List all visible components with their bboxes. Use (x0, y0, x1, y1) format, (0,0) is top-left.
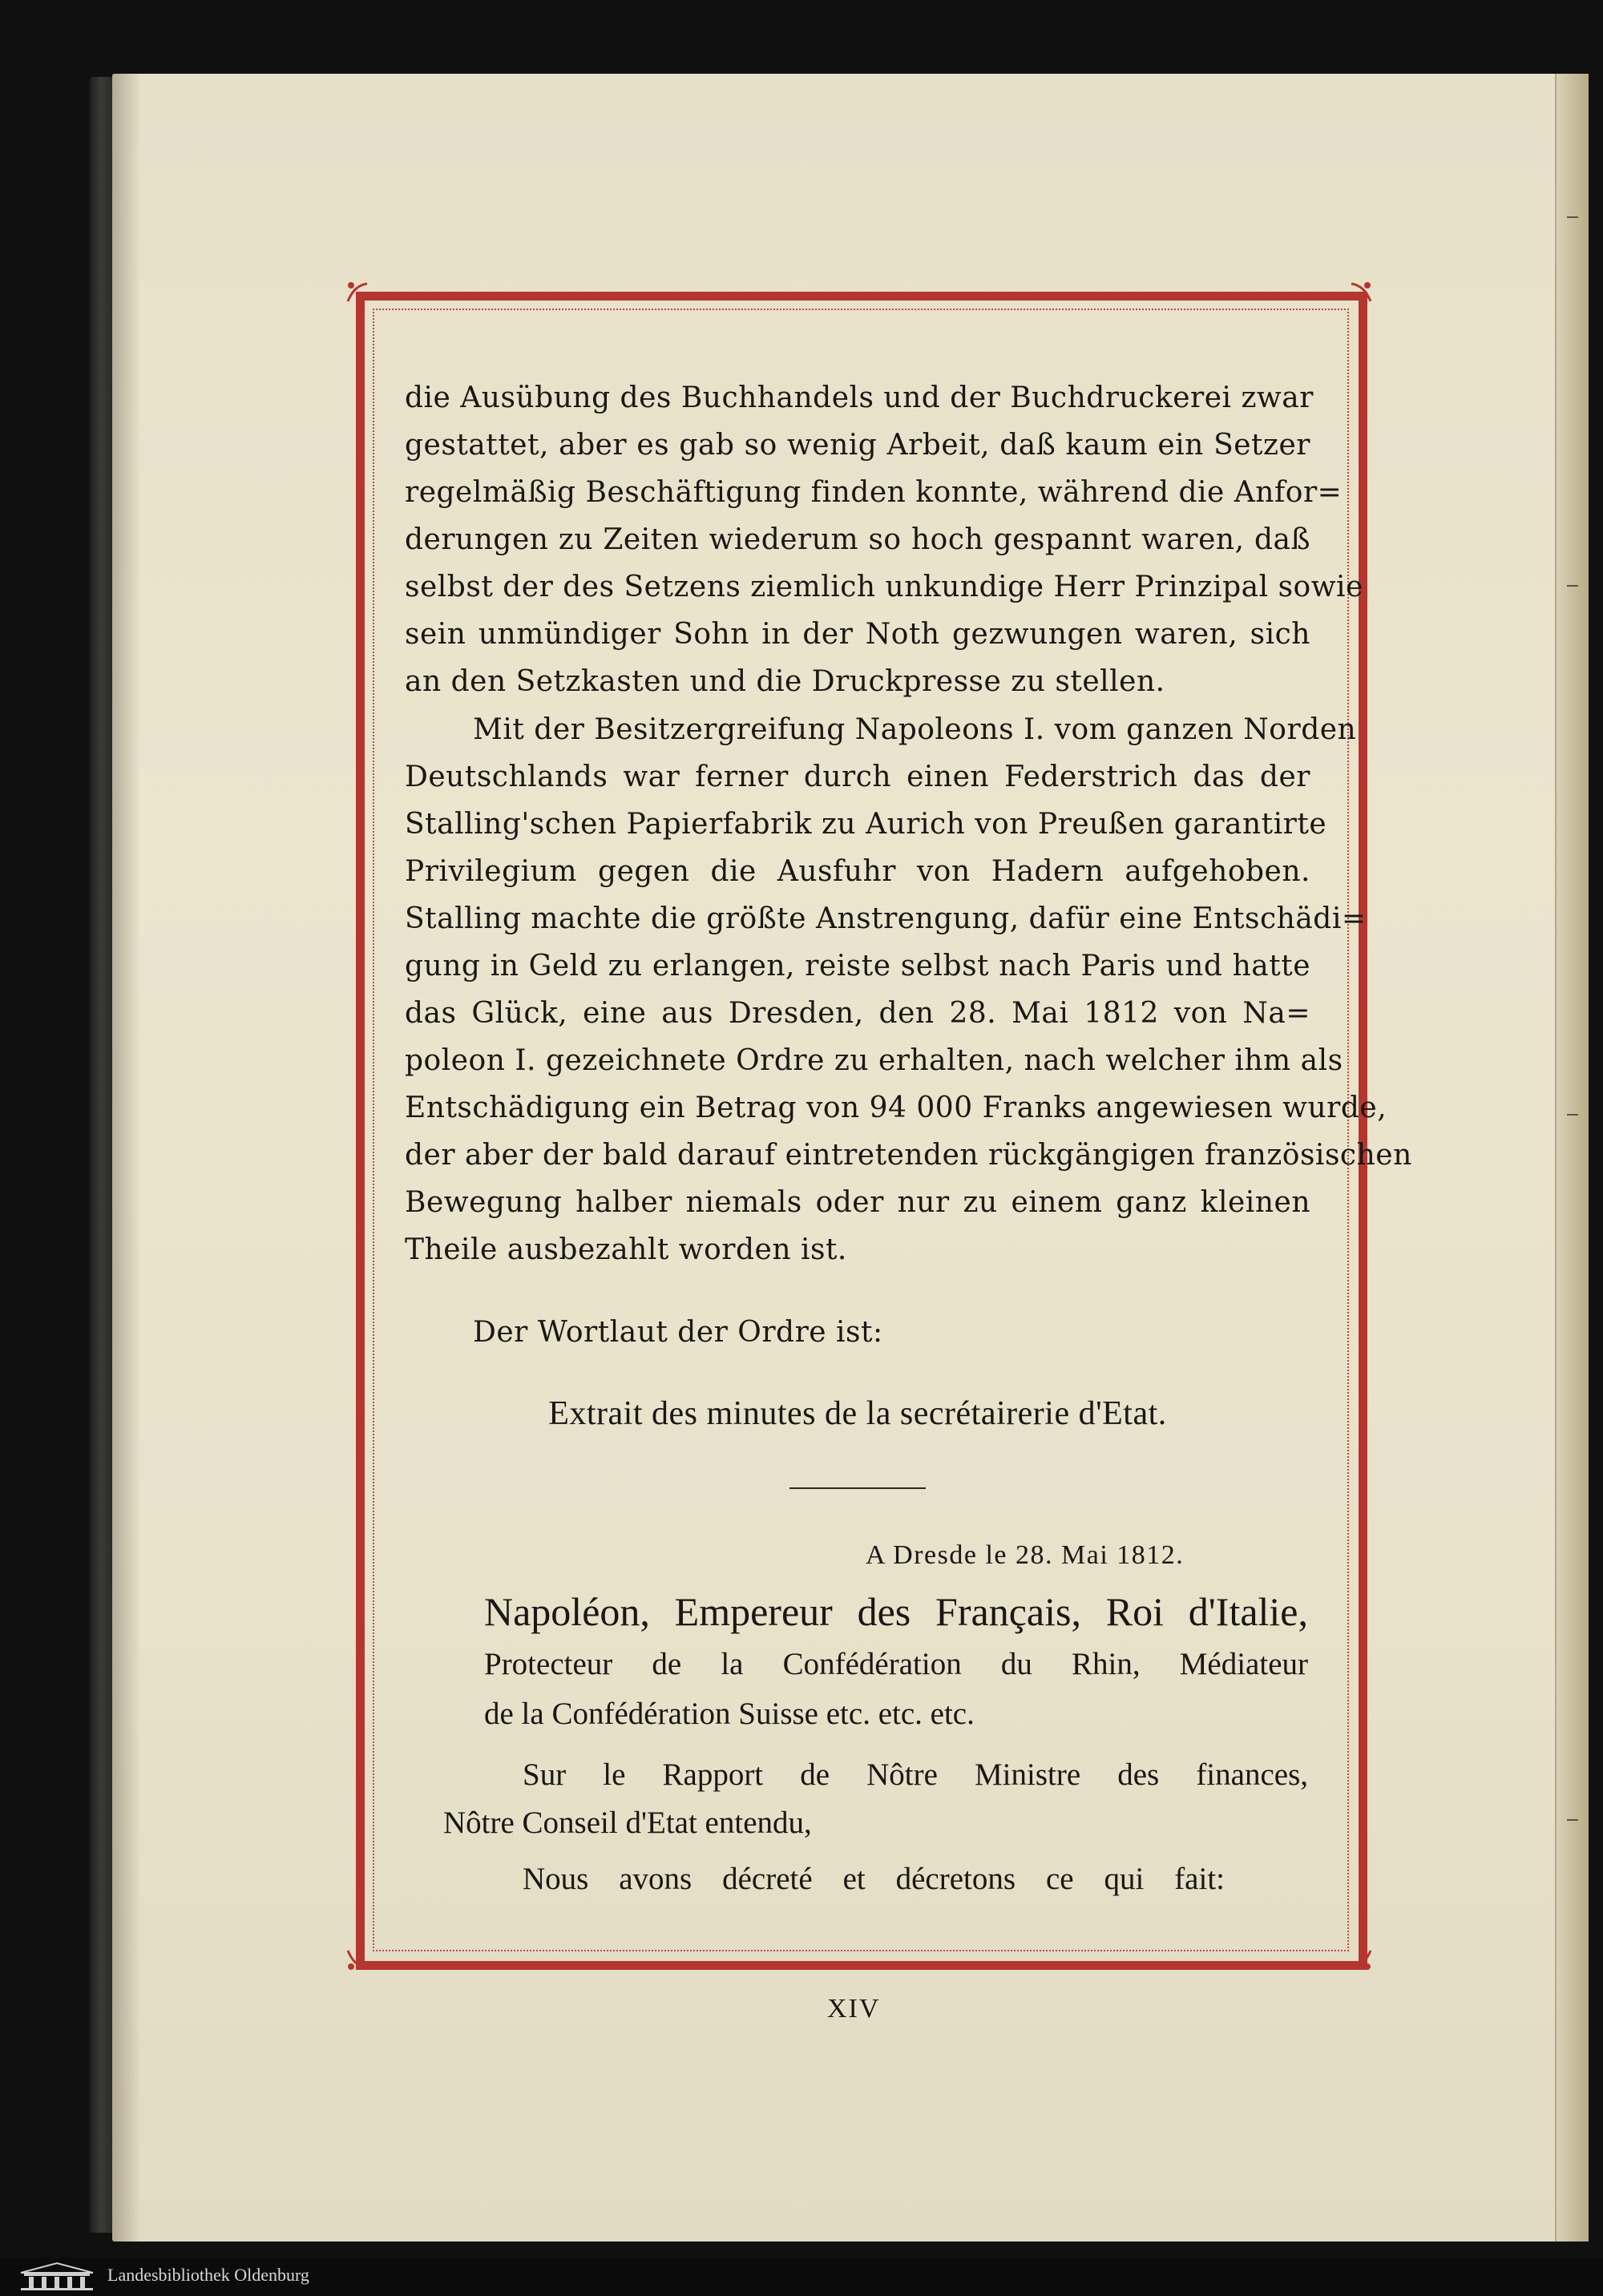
decree-line: Nous avons décreté et décretons ce qui fait: (523, 1862, 1225, 1896)
frame-ornament-icon (1340, 1939, 1375, 1975)
paragraph2-line: Stalling'schen Papierfabrik zu Aurich von Preußen garantirte (405, 808, 1327, 841)
paragraph2-line: Deutschlands war ferner durch einen Federstrich das der (405, 761, 1310, 793)
dateline: A Dresde le 28. Mai 1812. (866, 1540, 1185, 1570)
paragraph2-line: der aber der bald darauf eintretenden rückgängigen französischen (405, 1139, 1412, 1172)
paragraph2-line: poleon I. gezeichnete Ordre zu erhalten, nach welcher ihm als (405, 1044, 1343, 1077)
gutter-mark (1567, 585, 1578, 587)
paragraph1-line: gestattet, aber es gab so wenig Arbeit, daß kaum ein Setzer (405, 429, 1310, 462)
paragraph2-line: Privilegium gegen die Ausfuhr von Hadern aufgehoben. (405, 855, 1310, 888)
frame-ornament-icon (343, 277, 378, 313)
paragraph1-line: derungen zu Zeiten wiederum so hoch gespannt waren, daß (405, 523, 1310, 556)
page-number: XIV (827, 1994, 881, 2024)
divider-rule (789, 1487, 926, 1489)
paragraph2-line: Bewegung halber niemals oder nur zu einem ganz kleinen (405, 1186, 1310, 1219)
ordre-intro: Der Wortlaut der Ordre ist: (473, 1316, 883, 1349)
gutter-mark (1567, 216, 1578, 218)
frame-ornament-icon (343, 1939, 378, 1975)
paragraph2-line: gung in Geld zu erlangen, reiste selbst nach Paris und hatte (405, 950, 1310, 983)
library-name[interactable]: Landesbibliothek Oldenburg (107, 2265, 309, 2285)
paragraph2-line: das Glück, eine aus Dresden, den 28. Mai 1812 von Na= (405, 997, 1310, 1030)
book-gutter (1555, 74, 1589, 2242)
extrait-title: Extrait des minutes de la secrétairerie d'Etat. (548, 1395, 1167, 1432)
page-shadow (112, 74, 141, 2242)
gutter-mark (1567, 1819, 1578, 1821)
gutter-mark (1567, 1114, 1578, 1116)
frame-ornament-icon (1340, 277, 1375, 313)
napoleon-title-line: Protecteur de la Confédération du Rhin, Médiateur (484, 1647, 1308, 1681)
library-building-icon (13, 2262, 101, 2292)
napoleon-title-line: Napoléon, Empereur des Français, Roi d'Italie, (484, 1589, 1308, 1634)
paragraph1-line: sein unmündiger Sohn in der Noth gezwungen waren, sich (405, 618, 1310, 651)
paragraph2-line: Stalling machte die größte Anstrengung, dafür eine Entschädi= (405, 902, 1367, 935)
paragraph2-line: Mit der Besitzergreifung Napoleons I. vom ganzen Norden (473, 713, 1357, 746)
rapport-line: Sur le Rapport de Nôtre Ministre des finances, (523, 1757, 1308, 1792)
paragraph1-line: die Ausübung des Buchhandels und der Buchdruckerei zwar (405, 381, 1314, 414)
paragraph2-line: Entschädigung ein Betrag von 94 000 Franks angewiesen wurde, (405, 1092, 1387, 1124)
napoleon-title-line: de la Confédération Suisse etc. etc. etc. (484, 1697, 975, 1731)
paragraph1-line: regelmäßig Beschäftigung finden konnte, während die Anfor= (405, 476, 1343, 509)
rapport-line: Nôtre Conseil d'Etat entendu, (443, 1806, 812, 1840)
paragraph1-line: selbst der des Setzens ziemlich unkundige Herr Prinzipal sowie (405, 571, 1363, 603)
paragraph1-line: an den Setzkasten und die Druckpresse zu stellen. (405, 665, 1165, 698)
paragraph2-line: Theile ausbezahlt worden ist. (405, 1233, 847, 1266)
